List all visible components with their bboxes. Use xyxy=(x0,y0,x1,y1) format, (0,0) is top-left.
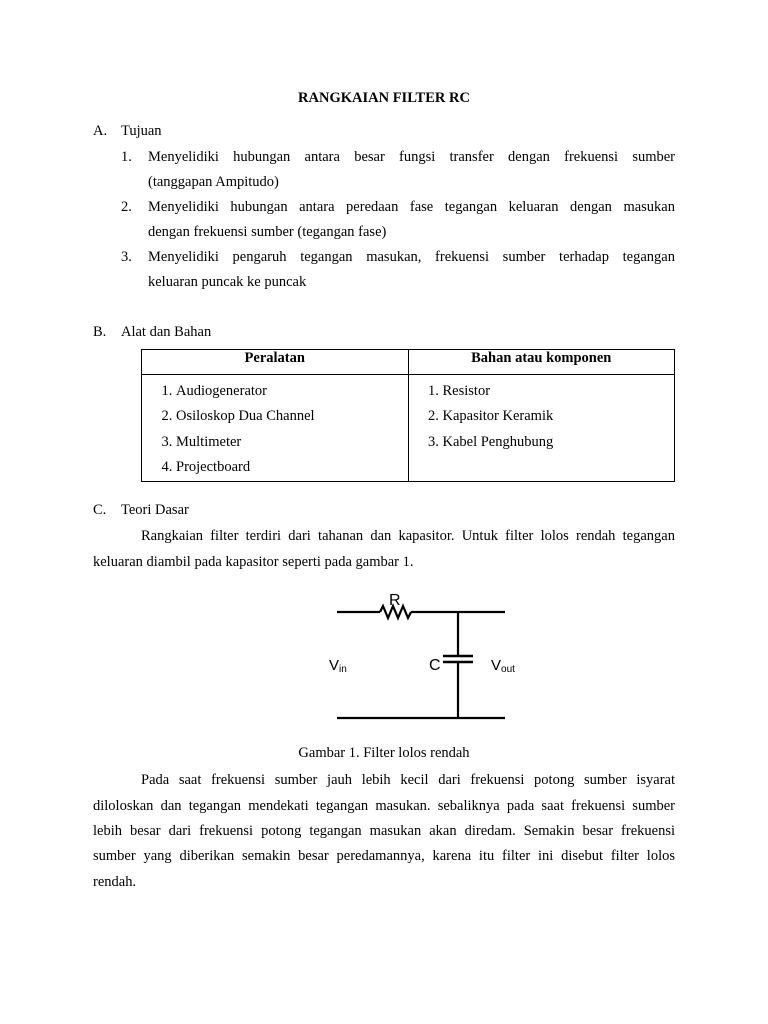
teori-para-2-line-1: Pada saat frekuensi sumber jauh lebih kecil dari frekuensi potong sumber isyarat xyxy=(141,772,675,788)
peralatan-item: 1. Audiogenerator xyxy=(176,379,408,404)
teori-para-2-line-2: diloloskan dan tegangan mendekati tegangan masukan. sebaliknya pada saat frekuensi sumber xyxy=(93,798,675,814)
tujuan-item-2-line-1: Menyelidiki hubungan antara peredaan fase tegangan keluaran dengan masukan xyxy=(148,199,675,215)
peralatan-item: 3. Multimeter xyxy=(176,430,408,455)
peralatan-list xyxy=(142,375,408,481)
section-b-marker: B. xyxy=(93,324,107,340)
section-a-heading: Tujuan xyxy=(121,123,162,139)
figure-caption: Gambar 1. Filter lolos rendah xyxy=(298,745,470,761)
tujuan-item-2-line-2: dengan frekuensi sumber (tegangan fase) xyxy=(148,224,387,240)
tujuan-item-3-line-2: keluaran puncak ke puncak xyxy=(148,274,307,290)
tujuan-item-1-line-2: (tanggapan Ampitudo) xyxy=(148,174,279,190)
capacitor-label: C xyxy=(429,657,441,674)
bahan-item: 1. Resistor xyxy=(443,379,675,404)
table-header-peralatan: Peralatan xyxy=(142,350,409,375)
alat-bahan-table xyxy=(141,349,675,482)
peralatan-item: 2. Osiloskop Dua Channel xyxy=(176,404,408,429)
tujuan-item-1-number: 1. xyxy=(121,149,132,165)
section-c-heading: Teori Dasar xyxy=(121,502,189,518)
page-title: RANGKAIAN FILTER RC xyxy=(298,90,470,106)
rc-lowpass-circuit-diagram xyxy=(325,589,525,724)
section-b-heading: Alat dan Bahan xyxy=(121,324,212,340)
section-c-marker: C. xyxy=(93,502,107,518)
bahan-cell xyxy=(408,375,675,482)
teori-para-1-line-1: Rangkaian filter terdiri dari tahanan dan kapasitor. Untuk filter lolos rendah tegangan xyxy=(141,528,675,544)
tujuan-item-1-line-1: Menyelidiki hubungan antara besar fungsi transfer dengan frekuensi sumber xyxy=(148,149,675,165)
table-header-bahan: Bahan atau komponen xyxy=(408,350,675,375)
teori-para-2-line-5: rendah. xyxy=(93,874,137,890)
vout-label: Vout xyxy=(491,657,515,675)
tujuan-item-2-number: 2. xyxy=(121,199,132,215)
bahan-item: 2. Kapasitor Keramik xyxy=(443,404,675,429)
tujuan-item-3-line-1: Menyelidiki pengaruh tegangan masukan, frekuensi sumber terhadap tegangan xyxy=(148,249,675,265)
teori-para-2-line-4: sumber yang diberikan semakin besar peredamannya, karena itu filter ini disebut filter lolos xyxy=(93,848,675,864)
section-a-marker: A. xyxy=(93,123,108,139)
teori-para-2-line-3: lebih besar dari frekuensi potong tegangan masukan akan diredam. Semakin besar frekuensi xyxy=(93,823,675,839)
peralatan-cell xyxy=(142,375,409,482)
vin-label: Vin xyxy=(329,657,347,675)
bahan-list xyxy=(409,375,675,455)
tujuan-item-3-number: 3. xyxy=(121,249,132,265)
teori-para-1-line-2: keluaran diambil pada kapasitor seperti pada gambar 1. xyxy=(93,554,414,570)
peralatan-item: 4. Projectboard xyxy=(176,455,408,480)
resistor-label: R xyxy=(389,592,401,609)
bahan-item: 3. Kabel Penghubung xyxy=(443,430,675,455)
